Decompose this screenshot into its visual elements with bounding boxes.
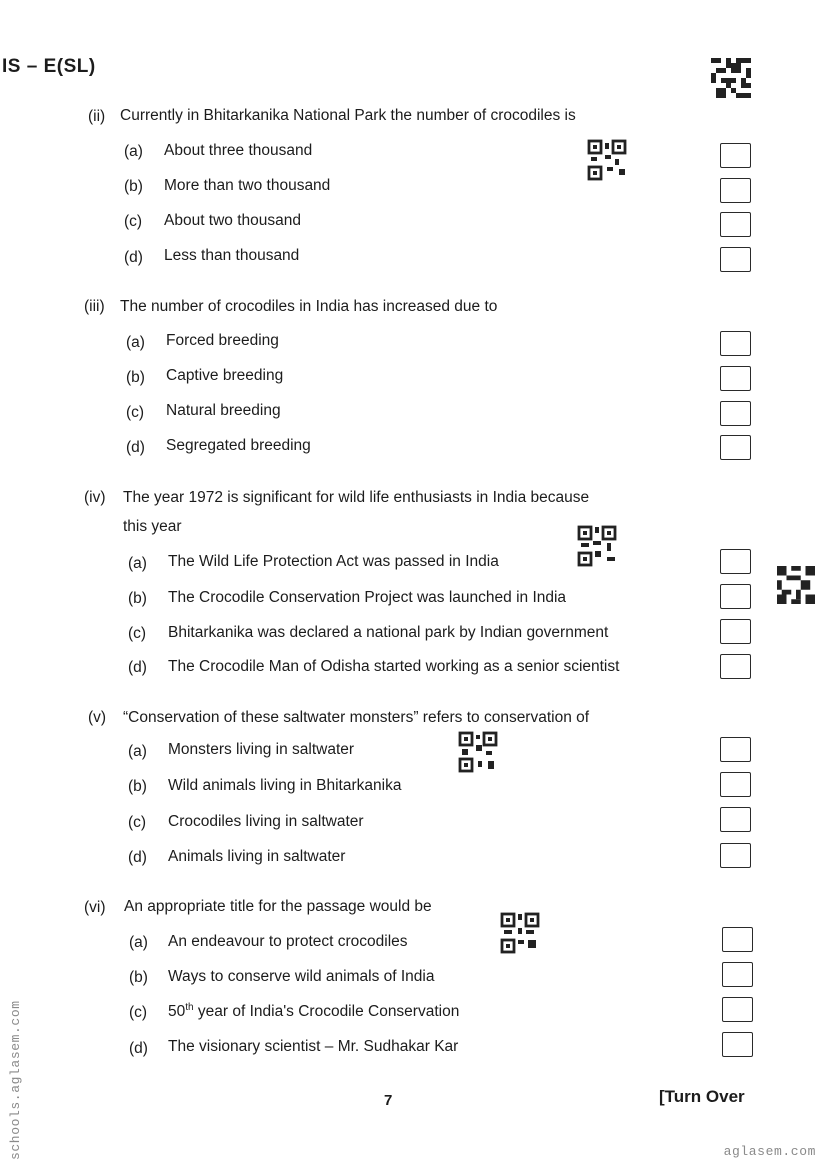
option-text: The Crocodile Conservation Project was launched in India bbox=[168, 589, 567, 606]
side-watermark: schools.aglasem.com bbox=[8, 1000, 23, 1160]
option-text bbox=[168, 1002, 459, 1021]
ordinal-suffix: th bbox=[185, 1002, 194, 1013]
answer-checkbox[interactable] bbox=[720, 654, 751, 679]
question-text: The number of crocodiles in India has increased due to bbox=[120, 298, 498, 315]
option-letter: (c) bbox=[128, 625, 147, 642]
option-text: Segregated breeding bbox=[166, 437, 311, 454]
option-letter: (d) bbox=[126, 439, 145, 456]
qr-icon-q6 bbox=[500, 912, 542, 956]
option-letter: (a) bbox=[126, 334, 145, 351]
answer-checkbox[interactable] bbox=[720, 212, 751, 237]
option-letter: (c) bbox=[126, 404, 145, 421]
footer-watermark: aglasem.com bbox=[723, 1144, 816, 1159]
question-text: An appropriate title for the passage would be bbox=[124, 898, 432, 915]
option-text: Forced breeding bbox=[166, 332, 279, 349]
question-number: (vi) bbox=[84, 899, 106, 916]
option-text: Natural breeding bbox=[166, 402, 281, 419]
option-letter: (b) bbox=[128, 590, 147, 607]
answer-checkbox[interactable] bbox=[722, 962, 753, 987]
option-letter: (a) bbox=[129, 934, 148, 951]
side-qr-icon bbox=[776, 566, 816, 604]
answer-checkbox[interactable] bbox=[720, 178, 751, 203]
qr-icon-q5 bbox=[458, 731, 500, 775]
option-text: Wild animals living in Bhitarkanika bbox=[168, 777, 402, 794]
option-letter: (d) bbox=[124, 249, 143, 266]
answer-checkbox[interactable] bbox=[720, 366, 751, 391]
question-number: (ii) bbox=[88, 108, 106, 125]
top-corner-qr-icon bbox=[711, 58, 751, 98]
option-letter: (a) bbox=[128, 555, 147, 572]
option-letter: (b) bbox=[128, 778, 147, 795]
option-text: Less than thousand bbox=[164, 247, 300, 264]
option-text: About three thousand bbox=[164, 142, 313, 159]
option-text: Crocodiles living in saltwater bbox=[168, 813, 364, 830]
option-text-rest: year of India's Crocodile Conservation bbox=[193, 1003, 460, 1021]
ordinal-number: 50 bbox=[168, 1003, 186, 1021]
option-text: Monsters living in saltwater bbox=[168, 741, 355, 758]
option-letter: (c) bbox=[129, 1004, 148, 1021]
answer-checkbox[interactable] bbox=[720, 584, 751, 609]
option-letter: (b) bbox=[129, 969, 148, 986]
answer-checkbox[interactable] bbox=[722, 997, 753, 1022]
option-letter: (d) bbox=[128, 659, 147, 676]
option-text: The visionary scientist – Mr. Sudhakar Kar bbox=[168, 1038, 459, 1055]
option-letter: (d) bbox=[128, 849, 147, 866]
option-text: Bhitarkanika was declared a national park by Indian government bbox=[168, 624, 609, 641]
option-letter: (a) bbox=[124, 143, 143, 160]
answer-checkbox[interactable] bbox=[720, 143, 751, 168]
option-text: About two thousand bbox=[164, 212, 302, 229]
turn-over-label: [Turn Over bbox=[659, 1087, 745, 1106]
question-text: The year 1972 is significant for wild life enthusiasts in India because bbox=[123, 489, 590, 506]
option-text: Ways to conserve wild animals of India bbox=[168, 968, 435, 985]
option-letter: (c) bbox=[128, 814, 147, 831]
question-number: (v) bbox=[88, 709, 107, 726]
option-letter: (c) bbox=[124, 213, 143, 230]
option-text: Captive breeding bbox=[166, 367, 284, 384]
answer-checkbox[interactable] bbox=[722, 927, 753, 952]
qr-icon-q2 bbox=[587, 139, 629, 183]
qr-icon-q4 bbox=[577, 525, 619, 569]
option-letter: (b) bbox=[124, 178, 143, 195]
page-number: 7 bbox=[384, 1092, 393, 1109]
option-text: The Wild Life Protection Act was passed in India bbox=[168, 553, 499, 570]
option-text: More than two thousand bbox=[164, 177, 331, 194]
option-letter: (a) bbox=[128, 743, 147, 760]
answer-checkbox[interactable] bbox=[720, 619, 751, 644]
option-text: Animals living in saltwater bbox=[168, 848, 346, 865]
question-text: Currently in Bhitarkanika National Park the number of crocodiles is bbox=[120, 107, 576, 124]
option-letter: (d) bbox=[129, 1040, 148, 1057]
answer-checkbox[interactable] bbox=[720, 549, 751, 574]
answer-checkbox[interactable] bbox=[720, 772, 751, 797]
answer-checkbox[interactable] bbox=[720, 401, 751, 426]
question-number: (iii) bbox=[84, 298, 105, 315]
answer-checkbox[interactable] bbox=[720, 737, 751, 762]
answer-checkbox[interactable] bbox=[720, 435, 751, 460]
option-text: An endeavour to protect crocodiles bbox=[168, 933, 408, 950]
question-text: “Conservation of these saltwater monsters” refers to conservation of bbox=[123, 709, 590, 726]
paper-code: IS – E(SL) bbox=[2, 56, 96, 77]
answer-checkbox[interactable] bbox=[720, 331, 751, 356]
answer-checkbox[interactable] bbox=[720, 247, 751, 272]
answer-checkbox[interactable] bbox=[720, 807, 751, 832]
answer-checkbox[interactable] bbox=[722, 1032, 753, 1057]
answer-checkbox[interactable] bbox=[720, 843, 751, 868]
question-number: (iv) bbox=[84, 489, 106, 506]
option-text: The Crocodile Man of Odisha started working as a senior scientist bbox=[168, 658, 620, 675]
question-text-continued: this year bbox=[123, 518, 182, 535]
option-letter: (b) bbox=[126, 369, 145, 386]
